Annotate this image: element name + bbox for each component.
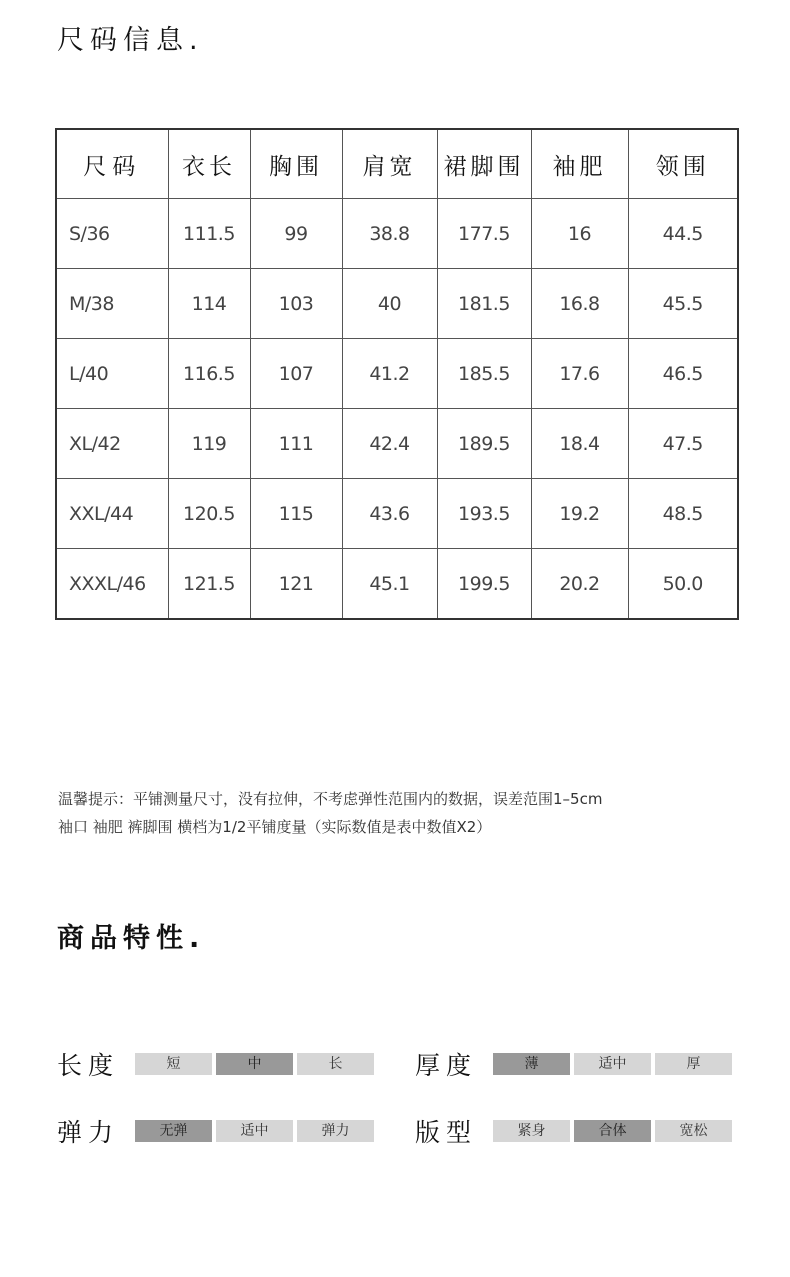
- table-cell: 189.5: [437, 409, 531, 479]
- table-cell: 46.5: [628, 339, 738, 409]
- col-header-length: 衣长: [168, 129, 250, 199]
- col-header-chest: 胸围: [250, 129, 342, 199]
- table-cell: 111.5: [168, 199, 250, 269]
- table-row: [56, 479, 738, 549]
- table-cell: 48.5: [628, 479, 738, 549]
- table-cell: 45.5: [628, 269, 738, 339]
- measurement-tip-line-1: 温馨提示：平铺测量尺寸，没有拉伸，不考虑弹性范围内的数据，误差范围1–5cm: [58, 790, 603, 808]
- feature-option: 厚: [655, 1053, 732, 1075]
- table-cell: 99: [250, 199, 342, 269]
- table-cell: 20.2: [531, 549, 628, 620]
- table-cell: 16.8: [531, 269, 628, 339]
- table-cell: S/36: [56, 199, 168, 269]
- table-cell: XXL/44: [56, 479, 168, 549]
- table-row: [56, 339, 738, 409]
- table-cell: 193.5: [437, 479, 531, 549]
- table-cell: 111: [250, 409, 342, 479]
- feature-option: 宽松: [655, 1120, 732, 1142]
- table-cell: 42.4: [342, 409, 437, 479]
- table-cell: 50.0: [628, 549, 738, 620]
- feature-option: 薄: [493, 1053, 570, 1075]
- feature-option: 弹力: [297, 1120, 374, 1142]
- table-cell: M/38: [56, 269, 168, 339]
- feature-label: 弹力: [57, 1118, 120, 1147]
- table-cell: XXXL/46: [56, 549, 168, 620]
- table-cell: 17.6: [531, 339, 628, 409]
- table-cell: 19.2: [531, 479, 628, 549]
- feature-option: 中: [216, 1053, 293, 1075]
- feature-thickness: [415, 1050, 736, 1078]
- table-cell: XL/42: [56, 409, 168, 479]
- size-table: [55, 128, 739, 620]
- table-row: [56, 199, 738, 269]
- col-header-hem: 裙脚围: [437, 129, 531, 199]
- table-cell: 120.5: [168, 479, 250, 549]
- table-row: [56, 549, 738, 620]
- table-cell: 114: [168, 269, 250, 339]
- size-info-heading: 尺码信息.: [57, 25, 204, 56]
- table-cell: 43.6: [342, 479, 437, 549]
- col-header-shoulder: 肩宽: [342, 129, 437, 199]
- feature-elasticity: [57, 1117, 378, 1145]
- feature-option: 紧身: [493, 1120, 570, 1142]
- table-cell: 40: [342, 269, 437, 339]
- table-cell: 18.4: [531, 409, 628, 479]
- feature-fit: [415, 1117, 736, 1145]
- table-row: [56, 409, 738, 479]
- col-header-sleeve: 袖肥: [531, 129, 628, 199]
- table-cell: 16: [531, 199, 628, 269]
- feature-option: 无弹: [135, 1120, 212, 1142]
- table-cell: 107: [250, 339, 342, 409]
- table-cell: 38.8: [342, 199, 437, 269]
- feature-option: 短: [135, 1053, 212, 1075]
- table-cell: 121.5: [168, 549, 250, 620]
- table-header-row: [56, 129, 738, 199]
- feature-option: 适中: [216, 1120, 293, 1142]
- table-cell: 199.5: [437, 549, 531, 620]
- col-header-size: 尺码: [56, 129, 168, 199]
- table-cell: 119: [168, 409, 250, 479]
- table-cell: 47.5: [628, 409, 738, 479]
- table-cell: 121: [250, 549, 342, 620]
- table-cell: 177.5: [437, 199, 531, 269]
- table-cell: 45.1: [342, 549, 437, 620]
- measurement-tip-line-2: 袖口 袖肥 裤脚围 横档为1/2平铺度量（实际数值是表中数值X2）: [58, 818, 492, 836]
- feature-length: [57, 1050, 378, 1078]
- table-cell: 185.5: [437, 339, 531, 409]
- table-cell: 41.2: [342, 339, 437, 409]
- features-heading: 商品特性.: [57, 923, 206, 954]
- feature-option: 适中: [574, 1053, 651, 1075]
- feature-label: 长度: [57, 1051, 120, 1080]
- table-cell: L/40: [56, 339, 168, 409]
- feature-option: 长: [297, 1053, 374, 1075]
- table-cell: 115: [250, 479, 342, 549]
- table-cell: 103: [250, 269, 342, 339]
- table-cell: 116.5: [168, 339, 250, 409]
- table-cell: 44.5: [628, 199, 738, 269]
- feature-label: 厚度: [415, 1051, 478, 1080]
- feature-option: 合体: [574, 1120, 651, 1142]
- table-cell: 181.5: [437, 269, 531, 339]
- col-header-collar: 领围: [628, 129, 738, 199]
- feature-label: 版型: [415, 1118, 478, 1147]
- table-row: [56, 269, 738, 339]
